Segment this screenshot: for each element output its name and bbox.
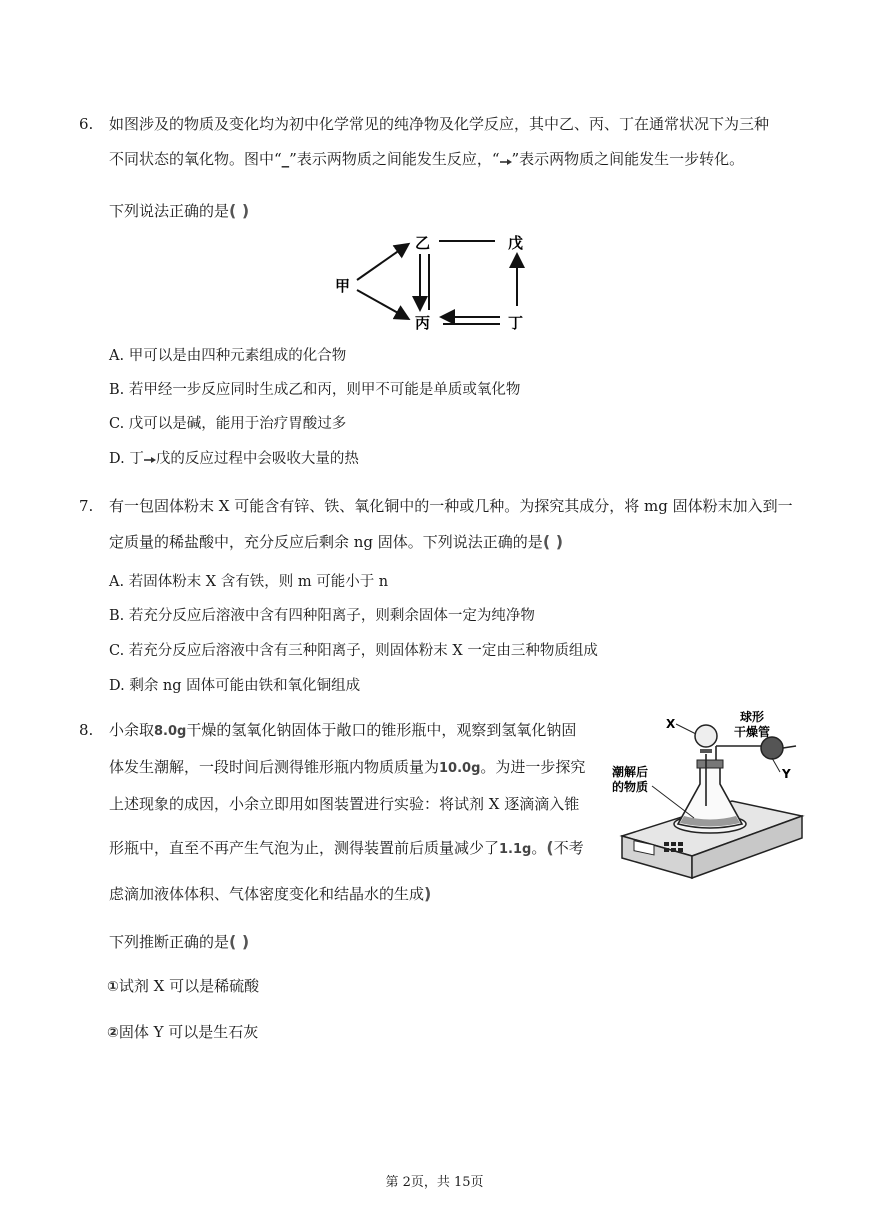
circle-two-mark: ②	[107, 1025, 119, 1041]
node-bing: 丙	[415, 314, 431, 332]
q7-number: 7.	[79, 497, 94, 515]
node-ding: 丁	[508, 314, 524, 332]
q8-line4-c: 不考	[553, 839, 584, 857]
q7-line2	[109, 532, 563, 552]
q8-number: 8.	[79, 721, 94, 739]
mass-10g: 10.0g	[439, 761, 481, 776]
q8-line5	[109, 884, 431, 904]
q8-line4-a: 形瓶中，直至不再产生气泡为止，测得装置前后质量减少了	[109, 839, 500, 857]
q6-prompt: 下列说法正确的是	[109, 202, 230, 220]
q8-line6	[109, 932, 249, 952]
q8-statement-2	[107, 1022, 258, 1043]
q6-line2-b: ”表示两物质之间能发生反应，“	[289, 150, 500, 168]
q6-option-d	[109, 449, 359, 469]
q6-line2	[109, 149, 744, 170]
q8-answer-paren: ( )	[229, 932, 250, 951]
funnel-bulb	[695, 725, 717, 747]
q6-line1: 如图涉及的物质及变化均为初中化学常见的纯净物及化学反应，其中乙、丙、丁在通常状况下为三种	[109, 115, 770, 133]
label-x: X	[666, 717, 676, 731]
q7-option-b: B. 若充分反应后溶液中含有四种阳离子，则剩余固体一定为纯净物	[109, 608, 535, 624]
apparatus-figure	[612, 706, 807, 886]
q6-relation-diagram	[325, 228, 545, 338]
q7-prompt: 定质量的稀盐酸中，充分反应后剩余 ng 固体。下列说法正确的是	[109, 533, 543, 551]
leader-x	[676, 724, 696, 734]
q6-line2-a: 不同状态的氧化物。图中“	[109, 150, 282, 168]
q8-close-paren: )	[424, 884, 432, 903]
q6-line3	[109, 201, 249, 221]
q6-number: 6.	[79, 115, 94, 133]
q8-line1-b: 干燥的氢氧化钠固体于敞口的锥形瓶中，观察到氢氧化钠固	[186, 721, 577, 739]
q6-option-b: B. 若甲经一步反应同时生成乙和丙，则甲不可能是单质或氧化物	[109, 382, 521, 398]
leader-substance	[652, 786, 694, 818]
label-drying-tube-2: 干燥管	[734, 725, 771, 739]
q8-open-paren: (	[546, 838, 554, 857]
mass-8g: 8.0g	[154, 724, 187, 739]
drying-tube-bulb	[761, 737, 783, 759]
conversion-arrow-icon	[144, 449, 156, 469]
q6-line2-c: ”表示两物质之间能发生一步转化。	[511, 150, 745, 168]
arrow-jia-yi	[357, 245, 407, 280]
node-yi: 乙	[415, 234, 431, 252]
q7-answer-paren: ( )	[542, 532, 564, 551]
q7-option-d: D. 剩余 ng 固体可能由铁和氧化铜组成	[109, 678, 361, 694]
drying-tube-end	[783, 746, 796, 748]
q6-option-d-b: 戊的反应过程中会吸收大量的热	[155, 451, 359, 467]
q8-line4-b: 。	[531, 839, 547, 857]
node-wu: 戊	[508, 234, 524, 252]
q8-line4	[109, 838, 584, 860]
q8-line2-b: 。为进一步探究	[480, 758, 586, 776]
label-drying-tube-1: 球形	[740, 710, 765, 724]
statement-1-text: 试剂 X 可以是稀硫酸	[118, 977, 260, 995]
q8-line2-a: 体发生潮解，一段时间后测得锥形瓶内物质质量为	[109, 758, 440, 776]
q8-line3: 上述现象的成因，小余立即用如图装置进行实验：将试剂 X 逐滴滴入锥	[109, 795, 580, 813]
arrow-jia-bing	[357, 290, 407, 318]
q7-option-c: C. 若充分反应后溶液中含有三种阳离子，则固体粉末 X 一定由三种物质组成	[109, 643, 598, 659]
page-footer: 第 2页，共 15页	[385, 1175, 484, 1190]
conversion-arrow-icon	[500, 150, 512, 170]
q7-option-a: A. 若固体粉末 X 含有铁，则 m 可能小于 n	[109, 574, 389, 590]
q6-option-c: C. 戊可以是碱，能用于治疗胃酸过多	[109, 416, 347, 432]
node-jia: 甲	[335, 277, 351, 295]
q6-option-d-a: D. 丁	[109, 451, 144, 467]
mass-1-1g: 1.1g	[499, 842, 532, 857]
q6-option-a: A. 甲可以是由四种元素组成的化合物	[109, 348, 347, 364]
q8-prompt: 下列推断正确的是	[109, 933, 230, 951]
statement-2-text: 固体 Y 可以是生石灰	[118, 1023, 259, 1041]
leader-y	[772, 758, 780, 772]
q8-line1-a: 小余取	[109, 721, 155, 739]
q7-line1: 有一包固体粉末 X 可能含有锌、铁、氧化铜中的一种或几种。为探究其成分，将 mg 固体粉末加入到一	[109, 497, 793, 515]
q6-answer-paren: ( )	[229, 201, 250, 220]
q8-line2	[109, 757, 585, 779]
q8-line5-text: 虑滴加液体体积、气体密度变化和结晶水的生成	[109, 885, 425, 903]
stopper	[697, 760, 723, 768]
funnel-tap	[700, 749, 712, 753]
reaction-symbol: _	[281, 150, 290, 168]
label-y: Y	[782, 767, 791, 781]
label-substance-2: 的物质	[612, 780, 649, 794]
circle-one-mark: ①	[107, 979, 119, 995]
q8-line1	[109, 720, 576, 742]
label-substance-1: 潮解后	[612, 765, 649, 779]
q8-statement-1	[107, 976, 259, 997]
